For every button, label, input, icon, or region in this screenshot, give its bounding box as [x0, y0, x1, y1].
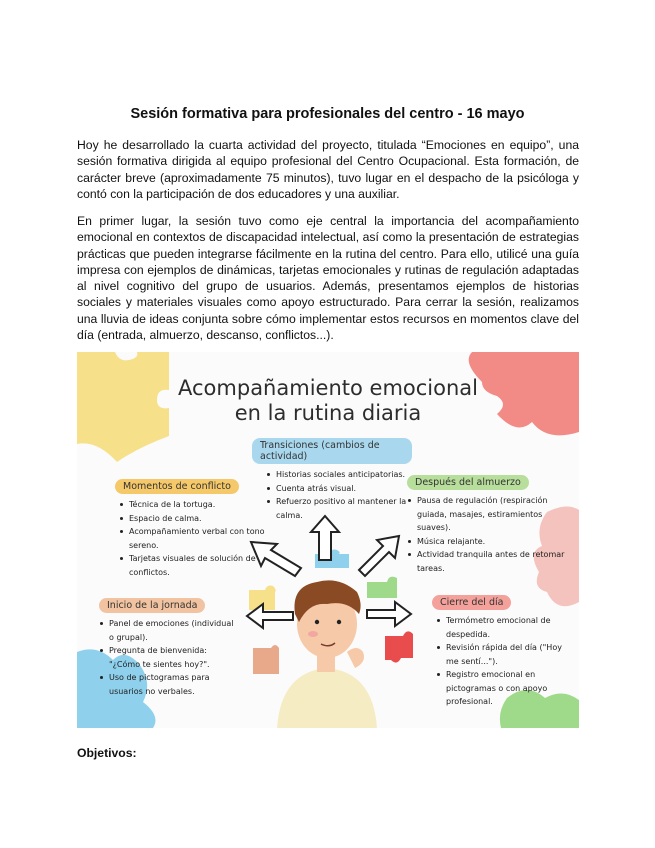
infographic-title-line1: Acompañamiento emocional [178, 376, 478, 400]
document-title: Sesión formativa para profesionales del centro - 16 mayo [130, 106, 525, 122]
section-transiciones-label: Transiciones (cambios de actividad) [252, 438, 412, 464]
puzzle-piece-small-red [385, 631, 413, 662]
section-cierre-dia [432, 592, 572, 709]
list-item: Pregunta de bienvenida: "¿Cómo te sientes hoy?". [99, 644, 239, 671]
section-despues-almuerzo [407, 472, 567, 575]
list-item: Actividad tranquila antes de retomar tareas. [407, 548, 567, 575]
section-despues-almuerzo-label: Después del almuerzo [407, 475, 529, 490]
list-item: Panel de emociones (individual o grupal). [99, 617, 239, 644]
section-transiciones [252, 438, 412, 522]
infographic-title-line2: en la rutina diaria [234, 401, 422, 425]
infographic-image [77, 352, 579, 728]
section-conflicto-label: Momentos de conflicto [115, 479, 239, 494]
list-item: Espacio de calma. [119, 512, 265, 526]
list-item: Uso de pictogramas para usuarios no verbales. [99, 671, 239, 698]
section-inicio-jornada-label: Inicio de la jornada [99, 598, 205, 613]
list-item: Revisión rápida del día ("Hoy me sentí..."). [436, 641, 572, 668]
paragraph-session: En primer lugar, la sesión tuvo como eje central la importancia del acompañamiento emocional en contextos de discapacidad intelectual, así como la presentación de estrategias prácticas que pueden integrarse fácilmente en la rutina del centro. Para ello, utilicé una guía impresa con ejemplos de dinámicas, tarjetas emocionales y rutinas de regulación adaptadas al nivel cognitivo del grupo de usuarios. Además, presentamos ejemplos de historias sociales y materiales visuales como apoyo estructurado. Para cerrar la sesión, realizamos una lluvia de ideas conjunta sobre cómo implementar estos recursos en momentos clave del día (entrada, almuerzo, descanso, conflictos...). [77, 214, 579, 343]
arrow-right [367, 602, 411, 626]
list-item: Acompañamiento verbal con tono sereno. [119, 525, 265, 552]
list-item: Tarjetas visuales de solución de conflictos. [119, 552, 265, 579]
paragraph-intro: Hoy he desarrollado la cuarta actividad del proyecto, titulada “Emociones en equipo”, una sesión formativa dirigida al equipo profesional del Centro Ocupacional. Esta formación, de carácter breve (aproximadamente 75 minutos), tuvo lugar en el despacho de la psicóloga y contó con la participación de dos educadores y una auxiliar. [77, 138, 579, 201]
section-inicio-jornada [99, 595, 239, 698]
list-item: Historias sociales anticipatorias. [266, 468, 412, 482]
objectives-heading: Objetivos: [77, 746, 137, 760]
list-item: Cuenta atrás visual. [266, 482, 412, 496]
puzzle-piece-small-orange [253, 645, 279, 674]
arrow-upper-right [359, 536, 399, 576]
boy-thinking-illustration [277, 580, 377, 728]
list-item: Pausa de regulación (respiración guiada, masajes, estiramientos suaves). [407, 494, 567, 535]
list-item: Refuerzo positivo al mantener la calma. [266, 495, 412, 522]
list-item: Técnica de la tortuga. [119, 498, 265, 512]
section-conflicto [115, 476, 265, 579]
infographic-title [77, 376, 579, 426]
list-item: Registro emocional en pictogramas o con apoyo profesional. [436, 668, 572, 709]
section-cierre-dia-label: Cierre del día [432, 595, 511, 610]
puzzle-piece-small-green [367, 577, 397, 598]
list-item: Música relajante. [407, 535, 567, 549]
list-item: Termómetro emocional de despedida. [436, 614, 572, 641]
